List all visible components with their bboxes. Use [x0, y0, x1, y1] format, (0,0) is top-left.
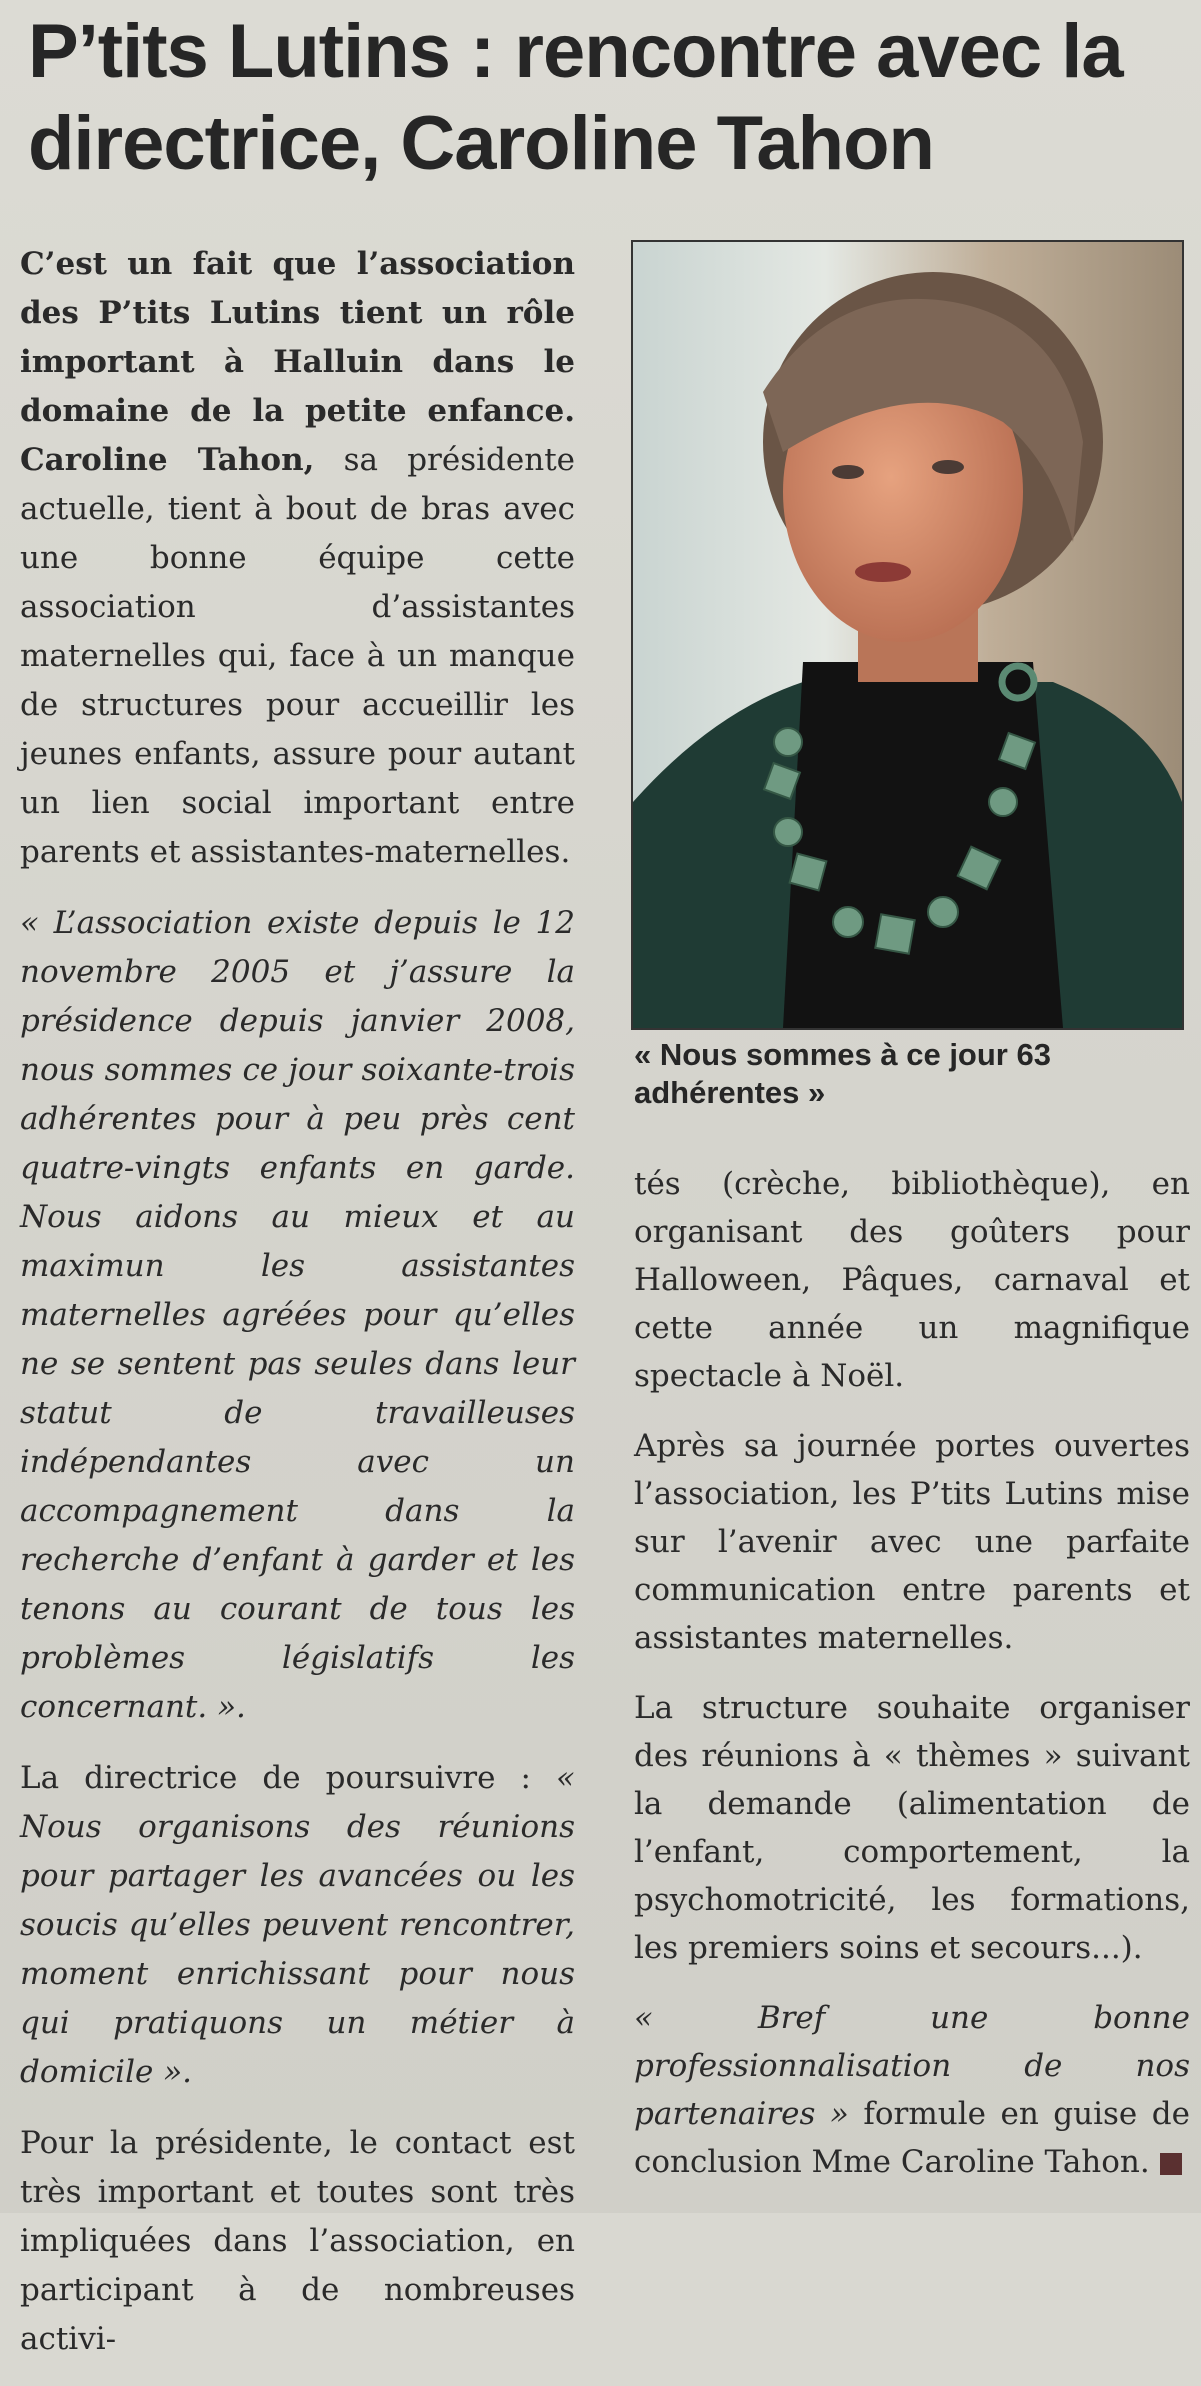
presidente-paragraph: Pour la présidente, le contact est très important et toutes sont très impliquées dans l’association, en participant à de nombreuses activi-: [20, 2125, 575, 2357]
conclusion-text: formule en guise de conclusion Mme Caroline Tahon.: [634, 2096, 1190, 2180]
portrait-photo: [631, 240, 1184, 1030]
open-day-paragraph: Après sa journée portes ouvertes l’association, les P’tits Lutins mise sur l’avenir avec une parfaite communication entre parents et assistantes maternelles.: [634, 1428, 1190, 1656]
right-column: [634, 1160, 1190, 2208]
photo-caption: « Nous sommes à ce jour 63 adhérentes »: [634, 1037, 1051, 1110]
directrice-quote: « Nous organisons des réunions pour partager les avancées ou les soucis qu’elles peuvent rencontrer, moment enrichissant pour nous qui pratiquons un métier à domicile ».: [20, 1760, 575, 2090]
quote-paragraph: « L’association existe depuis le 12 novembre 2005 et j’assure la présidence depuis janvier 2008, nous sommes ce jour soixante-trois adhérentes pour à peu près cent quatre-vingts enfants en garde. Nous aidons au mieux et au maximun les assistantes maternelles agréées pour qu’elles ne se sentent pas seules dans leur statut de travailleuses indépendantes avec un accompagnement dans la recherche d’enfant à garder et les tenons au courant de tous les problèmes législatifs les concernant. ».: [20, 905, 575, 1725]
lead-text: sa présidente actuelle, tient à bout de bras avec une bonne équipe cette association d’assistantes maternelles qui, face à un manque de structures pour accueillir les jeunes enfants, assure pour autant un lien social important entre parents et assistantes-maternelles.: [20, 442, 575, 870]
directrice-paragraph: [20, 1754, 575, 2097]
lead-paragraph: [20, 240, 575, 877]
conclusion-paragraph: [634, 1994, 1190, 2186]
left-column: [20, 240, 575, 2386]
headline: P’tits Lutins : rencontre avec la directrice, Caroline Tahon: [28, 9, 1123, 186]
portrait-illustration: [633, 242, 1182, 1028]
themes-paragraph: La structure souhaite organiser des réunions à « thèmes » suivant la demande (alimentation de l’enfant, comportement, la psychomotricité, les formations, les premiers soins et secours...).: [634, 1690, 1190, 1966]
end-mark-icon: [1160, 2153, 1182, 2175]
activities-paragraph: tés (crèche, bibliothèque), en organisant des goûters pour Halloween, Pâques, carnaval et cette année un magnifique spectacle à Noël.: [634, 1166, 1190, 1394]
directrice-intro: La directrice de poursuivre :: [20, 1760, 557, 1796]
lead-bold-text: C’est un fait que l’association des P’tits Lutins tient un rôle important à Halluin dans le domaine de la petite enfance. Caroline Tahon,: [20, 246, 575, 478]
conclusion-quote: « Bref une bonne professionnalisation de nos partenaires »: [634, 2000, 1190, 2132]
